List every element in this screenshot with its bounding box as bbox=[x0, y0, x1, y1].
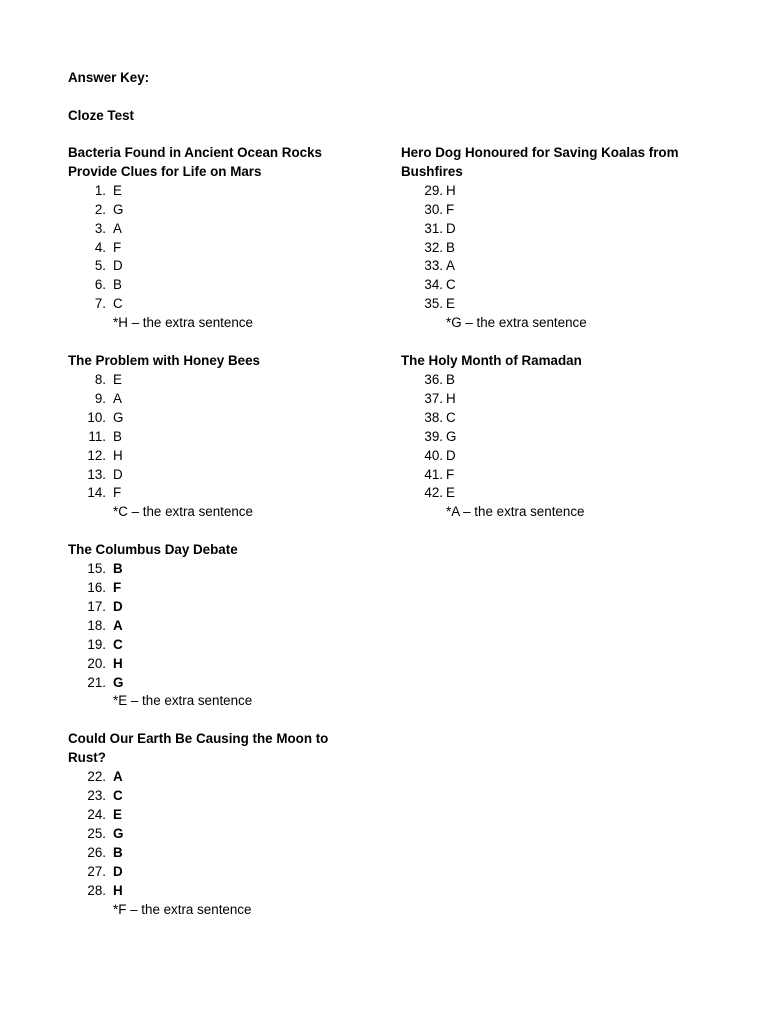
answer-item bbox=[68, 579, 368, 598]
answer-item bbox=[401, 220, 711, 239]
answer-number: 8. bbox=[94, 371, 106, 387]
answer-number: 36. bbox=[424, 371, 443, 387]
answer-item bbox=[68, 560, 368, 579]
answer-item bbox=[68, 409, 368, 428]
answer-list bbox=[68, 560, 368, 692]
answer-letter: G bbox=[113, 409, 124, 425]
answer-letter: B bbox=[446, 239, 455, 255]
answer-number: 22. bbox=[87, 769, 106, 785]
answer-letter: E bbox=[113, 182, 122, 198]
answer-number: 26. bbox=[87, 844, 106, 860]
answer-section bbox=[68, 541, 368, 711]
answer-letter: B bbox=[113, 844, 123, 860]
answer-item bbox=[401, 276, 711, 295]
answer-letter: A bbox=[113, 390, 122, 406]
answer-section bbox=[68, 730, 368, 919]
answer-item bbox=[68, 466, 368, 485]
answer-section bbox=[401, 352, 711, 522]
answer-item bbox=[68, 276, 368, 295]
answer-item bbox=[68, 428, 368, 447]
answer-number: 11. bbox=[88, 428, 106, 444]
answer-letter: H bbox=[113, 655, 123, 671]
answer-letter: D bbox=[446, 447, 456, 463]
answer-letter: C bbox=[446, 277, 456, 293]
answer-number: 12. bbox=[87, 447, 106, 463]
answer-item bbox=[401, 390, 711, 409]
extra-sentence-note: *C – the extra sentence bbox=[113, 504, 253, 520]
answer-item bbox=[401, 409, 711, 428]
answer-letter: F bbox=[113, 485, 122, 501]
answer-item bbox=[68, 484, 368, 503]
answer-item bbox=[68, 617, 368, 636]
answer-number: 2. bbox=[94, 201, 106, 217]
answer-item bbox=[68, 863, 368, 882]
answer-item bbox=[68, 844, 368, 863]
extra-sentence-note: *H – the extra sentence bbox=[113, 315, 253, 331]
answer-letter: G bbox=[113, 674, 124, 690]
answer-item bbox=[68, 182, 368, 201]
answer-number: 33. bbox=[424, 258, 443, 274]
answer-number: 31. bbox=[424, 220, 443, 236]
answer-item bbox=[68, 806, 368, 825]
answer-number: 5. bbox=[94, 258, 106, 274]
answer-number: 14. bbox=[87, 485, 106, 501]
answer-letter: E bbox=[113, 807, 122, 822]
section-title: The Problem with Honey Bees bbox=[68, 353, 260, 369]
answer-letter: B bbox=[113, 428, 122, 444]
answer-list bbox=[401, 371, 711, 503]
answer-item bbox=[401, 466, 711, 485]
answer-number: 3. bbox=[94, 220, 106, 236]
extra-sentence-note: *E – the extra sentence bbox=[113, 693, 253, 709]
left-column bbox=[68, 144, 368, 938]
answer-section bbox=[68, 352, 368, 522]
answer-item bbox=[68, 390, 368, 409]
answer-item bbox=[68, 655, 368, 674]
answer-letter: G bbox=[113, 825, 124, 841]
answer-key-heading: Answer Key: bbox=[68, 70, 150, 85]
answer-item bbox=[401, 201, 711, 220]
answer-item bbox=[68, 825, 368, 844]
answer-item bbox=[401, 371, 711, 390]
answer-number: 34. bbox=[424, 277, 443, 293]
answer-number: 1. bbox=[94, 182, 106, 198]
answer-number: 6. bbox=[94, 277, 106, 293]
answer-item bbox=[68, 882, 368, 901]
answer-letter: F bbox=[113, 239, 122, 255]
answer-number: 23. bbox=[87, 788, 106, 804]
answer-letter: E bbox=[446, 296, 455, 312]
answer-item bbox=[68, 220, 368, 239]
answer-letter: F bbox=[113, 580, 122, 596]
answer-section bbox=[401, 144, 711, 333]
answer-number: 29. bbox=[424, 182, 443, 198]
answer-section bbox=[68, 144, 368, 333]
answer-letter: F bbox=[446, 466, 455, 482]
answer-number: 4. bbox=[94, 239, 106, 255]
answer-letter: D bbox=[446, 220, 456, 236]
answer-item bbox=[401, 484, 711, 503]
extra-sentence-note: *A – the extra sentence bbox=[446, 504, 585, 520]
answer-list bbox=[401, 182, 711, 314]
answer-item bbox=[68, 239, 368, 258]
right-column bbox=[401, 144, 711, 541]
answer-number: 16. bbox=[87, 580, 106, 596]
answer-item bbox=[68, 257, 368, 276]
answer-letter: A bbox=[113, 617, 123, 633]
answer-number: 37. bbox=[424, 390, 443, 406]
section-title: Hero Dog Honoured for Saving Koalas from Bushfires bbox=[401, 145, 679, 179]
answer-letter: H bbox=[113, 882, 123, 898]
answer-item bbox=[68, 636, 368, 655]
answer-item bbox=[401, 239, 711, 258]
answer-letter: C bbox=[113, 636, 123, 652]
answer-letter: B bbox=[113, 277, 122, 293]
answer-item bbox=[401, 447, 711, 466]
answer-number: 30. bbox=[424, 201, 443, 217]
answer-letter: G bbox=[113, 201, 124, 217]
answer-letter: D bbox=[113, 598, 123, 614]
answer-number: 32. bbox=[424, 239, 443, 255]
answer-number: 21. bbox=[87, 674, 106, 690]
answer-number: 7. bbox=[94, 296, 106, 312]
answer-item bbox=[401, 182, 711, 201]
answer-item bbox=[68, 447, 368, 466]
section-title: Bacteria Found in Ancient Ocean Rocks Provide Clues for Life on Mars bbox=[68, 145, 322, 179]
answer-item bbox=[68, 371, 368, 390]
answer-item bbox=[68, 598, 368, 617]
answer-letter: B bbox=[113, 561, 123, 577]
cloze-test-heading: Cloze Test bbox=[68, 108, 134, 123]
answer-item bbox=[68, 787, 368, 806]
answer-letter: E bbox=[446, 485, 455, 501]
answer-letter: H bbox=[113, 447, 123, 463]
answer-number: 42. bbox=[424, 485, 443, 501]
answer-number: 27. bbox=[87, 863, 106, 879]
answer-number: 25. bbox=[87, 825, 106, 841]
answer-item bbox=[68, 201, 368, 220]
extra-sentence-note: *F – the extra sentence bbox=[113, 901, 252, 917]
answer-number: 20. bbox=[87, 655, 106, 671]
answer-number: 41. bbox=[424, 466, 443, 482]
answer-item bbox=[401, 428, 711, 447]
answer-letter: C bbox=[113, 296, 123, 312]
answer-item bbox=[68, 674, 368, 693]
answer-letter: E bbox=[113, 371, 122, 387]
answer-list bbox=[68, 768, 368, 900]
answer-number: 39. bbox=[424, 428, 443, 444]
answer-letter: A bbox=[113, 769, 123, 785]
answer-number: 13. bbox=[87, 466, 106, 482]
section-title: The Holy Month of Ramadan bbox=[401, 353, 582, 369]
answer-letter: C bbox=[446, 409, 456, 425]
answer-list bbox=[68, 371, 368, 503]
answer-number: 9. bbox=[94, 390, 106, 406]
answer-item bbox=[401, 257, 711, 276]
answer-number: 35. bbox=[424, 296, 443, 312]
answer-letter: D bbox=[113, 863, 123, 879]
answer-letter: A bbox=[113, 220, 122, 236]
answer-number: 17. bbox=[87, 598, 106, 614]
answer-letter: D bbox=[113, 466, 123, 482]
answer-number: 19. bbox=[87, 636, 106, 652]
answer-number: 28. bbox=[87, 882, 106, 898]
answer-list bbox=[68, 182, 368, 314]
answer-letter: H bbox=[446, 390, 456, 406]
answer-item bbox=[68, 768, 368, 787]
answer-number: 10. bbox=[87, 409, 106, 425]
answer-letter: G bbox=[446, 428, 457, 444]
answer-number: 18. bbox=[87, 617, 106, 633]
section-title: The Columbus Day Debate bbox=[68, 542, 238, 558]
answer-letter: H bbox=[446, 182, 456, 198]
section-title: Could Our Earth Be Causing the Moon to Rust? bbox=[68, 731, 329, 766]
answer-letter: B bbox=[446, 371, 455, 387]
answer-letter: D bbox=[113, 258, 123, 274]
answer-number: 38. bbox=[424, 409, 443, 425]
answer-item bbox=[401, 295, 711, 314]
answer-letter: F bbox=[446, 201, 455, 217]
extra-sentence-note: *G – the extra sentence bbox=[446, 315, 587, 331]
answer-number: 40. bbox=[424, 447, 443, 463]
answer-number: 15. bbox=[87, 561, 106, 577]
answer-number: 24. bbox=[87, 807, 106, 822]
answer-letter: A bbox=[446, 258, 455, 274]
answer-letter: C bbox=[113, 788, 123, 804]
answer-item bbox=[68, 295, 368, 314]
